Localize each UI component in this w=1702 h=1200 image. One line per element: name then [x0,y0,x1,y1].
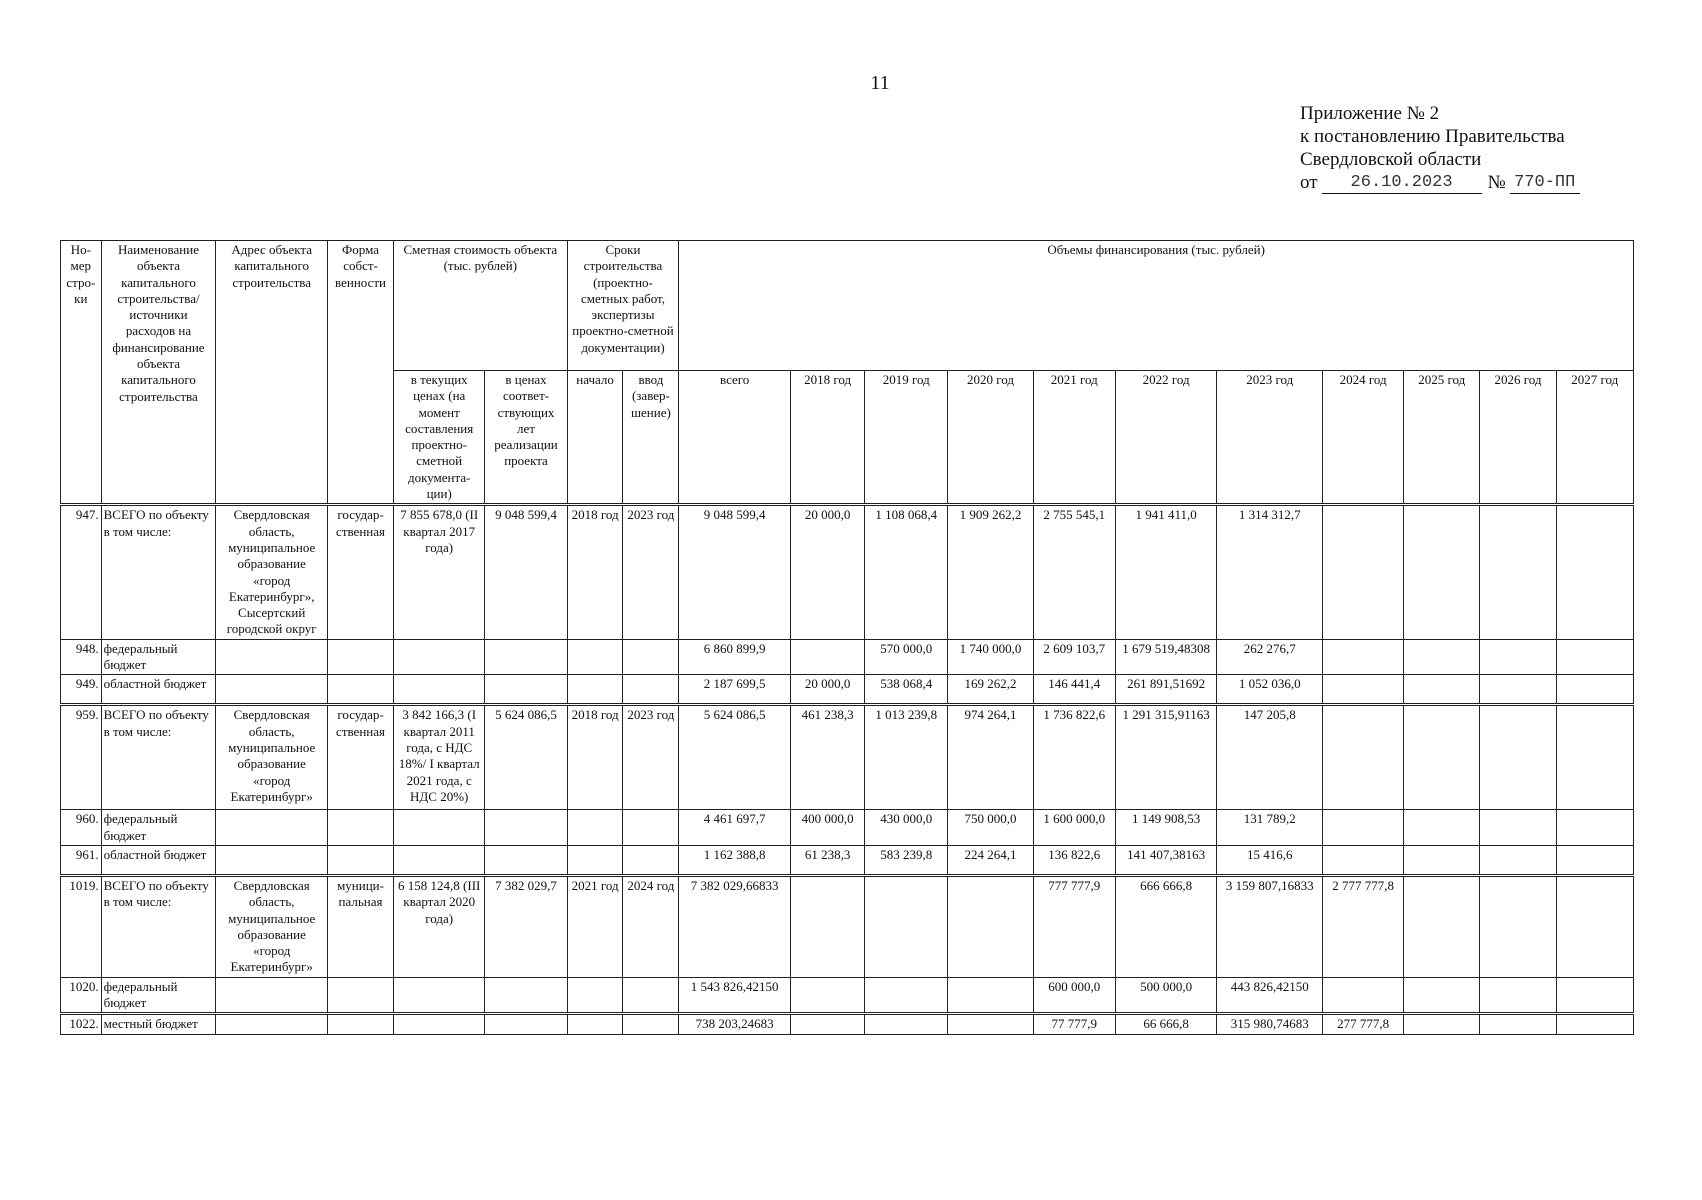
funding-2025 [1404,845,1480,875]
row-ownership [328,639,394,675]
row-term-end [623,1014,679,1034]
row-estimate-years [485,977,567,1014]
header-funding-2022: 2022 год [1115,371,1217,505]
funding-total: 738 203,24683 [679,1014,791,1034]
row-term-end: 2024 год [623,875,679,977]
funding-2025 [1404,810,1480,846]
funding-2025 [1404,875,1480,977]
funding-2022: 1 291 315,91163 [1115,705,1217,810]
row-name: федеральный бюджет [101,810,216,846]
funding-total: 5 624 086,5 [679,705,791,810]
funding-2022: 1 149 908,53 [1115,810,1217,846]
funding-2025 [1404,705,1480,810]
table-row [61,1014,1634,1034]
header-funding-2020: 2020 год [948,371,1033,505]
header-terms: Сроки строительства (проектно-сметных работ, экспертизы проектно-сметной документации) [567,241,679,371]
row-estimate-current [394,675,485,705]
row-name: федеральный бюджет [101,639,216,675]
funding-2019: 538 068,4 [865,675,948,705]
funding-total: 1 162 388,8 [679,845,791,875]
appendix-resolution: к постановлению Правительства [1300,126,1565,147]
row-number: 948. [61,639,102,675]
row-address [216,675,328,705]
row-name: областной бюджет [101,675,216,705]
appendix-title: Приложение № 2 [1300,103,1440,124]
appendix-date-line [1300,171,1580,194]
funding-2019: 570 000,0 [865,639,948,675]
funding-2026 [1480,705,1556,810]
funding-2019 [865,875,948,977]
row-address: Свердловская область, муниципальное образование «город Екатеринбург» [216,705,328,810]
row-address [216,977,328,1014]
table-row [61,977,1634,1014]
table-row [61,675,1634,705]
row-term-start [567,1014,623,1034]
funding-2027 [1556,1014,1633,1034]
funding-2018: 400 000,0 [791,810,865,846]
funding-total: 4 461 697,7 [679,810,791,846]
row-term-end [623,977,679,1014]
funding-2024 [1323,845,1404,875]
funding-2023: 315 980,74683 [1217,1014,1323,1034]
header-funding-2026: 2026 год [1480,371,1556,505]
header-estimate-years: в ценах соответ-ствующих лет реализации проекта [485,371,567,505]
row-term-start [567,675,623,705]
funding-2023: 147 205,8 [1217,705,1323,810]
row-estimate-years [485,845,567,875]
funding-2018: 20 000,0 [791,505,865,639]
funding-2026 [1480,1014,1556,1034]
header-term-start: начало [567,371,623,505]
funding-2018 [791,639,865,675]
funding-2022: 66 666,8 [1115,1014,1217,1034]
row-address [216,810,328,846]
funding-2024 [1323,977,1404,1014]
funding-total: 9 048 599,4 [679,505,791,639]
funding-2023: 15 416,6 [1217,845,1323,875]
funding-2021: 777 777,9 [1033,875,1115,977]
funding-2021: 2 609 103,7 [1033,639,1115,675]
funding-2020: 750 000,0 [948,810,1033,846]
row-name: ВСЕГО по объекту в том числе: [101,705,216,810]
row-address: Свердловская область, муниципальное образование «город Екатеринбург» [216,875,328,977]
row-name: ВСЕГО по объекту в том числе: [101,875,216,977]
header-funding-total: всего [679,371,791,505]
row-estimate-years: 7 382 029,7 [485,875,567,977]
funding-2025 [1404,977,1480,1014]
row-address [216,1014,328,1034]
from-label: от [1300,172,1318,193]
funding-2027 [1556,810,1633,846]
funding-total: 7 382 029,66833 [679,875,791,977]
table-row [61,810,1634,846]
funding-2019 [865,977,948,1014]
row-ownership: государ-ственная [328,705,394,810]
funding-2020: 974 264,1 [948,705,1033,810]
funding-2018 [791,875,865,977]
funding-2018: 61 238,3 [791,845,865,875]
funding-2020: 169 262,2 [948,675,1033,705]
funding-2027 [1556,875,1633,977]
funding-2024: 2 777 777,8 [1323,875,1404,977]
funding-2019: 583 239,8 [865,845,948,875]
row-estimate-years [485,810,567,846]
header-funding-2018: 2018 год [791,371,865,505]
funding-2018: 461 238,3 [791,705,865,810]
funding-2025 [1404,505,1480,639]
row-number: 1022. [61,1014,102,1034]
row-number: 960. [61,810,102,846]
funding-2020 [948,977,1033,1014]
funding-2018 [791,977,865,1014]
funding-2024 [1323,810,1404,846]
funding-2027 [1556,845,1633,875]
row-estimate-current: 3 842 166,3 (I квартал 2011 года, с НДС 18%/ I квартал 2021 года, с НДС 20%) [394,705,485,810]
row-term-end [623,675,679,705]
row-term-start: 2021 год [567,875,623,977]
funding-2025 [1404,675,1480,705]
funding-2027 [1556,675,1633,705]
funding-2021: 146 441,4 [1033,675,1115,705]
funding-2018: 20 000,0 [791,675,865,705]
header-estimate-current: в текущих ценах (на момент составления проектно-сметной документа-ции) [394,371,485,505]
funding-total: 1 543 826,42150 [679,977,791,1014]
row-estimate-current: 6 158 124,8 (III квартал 2020 года) [394,875,485,977]
row-estimate-current [394,845,485,875]
header-funding-2023: 2023 год [1217,371,1323,505]
funding-2027 [1556,705,1633,810]
funding-2024 [1323,705,1404,810]
row-estimate-current [394,1014,485,1034]
funding-2023: 262 276,7 [1217,639,1323,675]
funding-2023: 443 826,42150 [1217,977,1323,1014]
row-address [216,845,328,875]
row-term-start: 2018 год [567,505,623,639]
header-name: Наименование объекта капитального строительства/ источники расходов на финансирование объекта капитального строительства [101,241,216,505]
table-row [61,505,1634,639]
funding-2020: 1 909 262,2 [948,505,1033,639]
funding-2019: 1 108 068,4 [865,505,948,639]
header-funding-2019: 2019 год [865,371,948,505]
funding-2018 [791,1014,865,1034]
resolution-number: 770-ПП [1510,173,1580,194]
row-term-end [623,810,679,846]
funding-2019 [865,1014,948,1034]
row-name: местный бюджет [101,1014,216,1034]
funding-2026 [1480,810,1556,846]
row-term-end [623,845,679,875]
row-estimate-current [394,977,485,1014]
table-row [61,845,1634,875]
row-name: ВСЕГО по объекту в том числе: [101,505,216,639]
page-number: 11 [870,72,890,94]
header-address: Адрес объекта капитального строительства [216,241,328,505]
funding-2021: 77 777,9 [1033,1014,1115,1034]
funding-2026 [1480,845,1556,875]
row-estimate-years [485,639,567,675]
funding-2020 [948,1014,1033,1034]
header-row-no: Но-мер стро-ки [61,241,102,505]
row-number: 1020. [61,977,102,1014]
row-number: 961. [61,845,102,875]
funding-2022: 666 666,8 [1115,875,1217,977]
funding-2026 [1480,875,1556,977]
row-name: областной бюджет [101,845,216,875]
row-address: Свердловская область, муниципальное образование «город Екатеринбург», Сысертский городской округ [216,505,328,639]
funding-2025 [1404,1014,1480,1034]
funding-2021: 1 736 822,6 [1033,705,1115,810]
row-number: 1019. [61,875,102,977]
funding-2027 [1556,639,1633,675]
table-row [61,875,1634,977]
funding-2026 [1480,505,1556,639]
row-estimate-years: 9 048 599,4 [485,505,567,639]
row-ownership: государ-ственная [328,505,394,639]
row-estimate-current: 7 855 678,0 (II квартал 2017 года) [394,505,485,639]
table-row [61,705,1634,810]
row-address [216,639,328,675]
row-term-end [623,639,679,675]
funding-2020 [948,875,1033,977]
funding-2027 [1556,977,1633,1014]
row-term-start [567,845,623,875]
table-body [61,505,1634,1034]
row-ownership [328,1014,394,1034]
funding-2024 [1323,639,1404,675]
header-funding-2027: 2027 год [1556,371,1633,505]
row-estimate-current [394,810,485,846]
funding-2026 [1480,675,1556,705]
funding-2022: 141 407,38163 [1115,845,1217,875]
funding-2023: 3 159 807,16833 [1217,875,1323,977]
funding-2023: 1 052 036,0 [1217,675,1323,705]
table-row [61,639,1634,675]
appendix-header [1300,102,1580,194]
row-term-start [567,639,623,675]
funding-2020: 1 740 000,0 [948,639,1033,675]
funding-2024 [1323,505,1404,639]
row-term-end: 2023 год [623,705,679,810]
header-ownership: Форма собст-венности [328,241,394,505]
funding-2024: 277 777,8 [1323,1014,1404,1034]
header-funding-2025: 2025 год [1404,371,1480,505]
header-estimate: Сметная стоимость объекта (тыс. рублей) [394,241,568,371]
funding-2021: 136 822,6 [1033,845,1115,875]
funding-2021: 600 000,0 [1033,977,1115,1014]
row-term-start [567,977,623,1014]
financing-table [60,240,1634,1035]
row-ownership [328,675,394,705]
funding-2019: 1 013 239,8 [865,705,948,810]
funding-2022: 1 941 411,0 [1115,505,1217,639]
row-term-end: 2023 год [623,505,679,639]
header-funding-2024: 2024 год [1323,371,1404,505]
row-ownership [328,810,394,846]
funding-2022: 261 891,51692 [1115,675,1217,705]
row-estimate-years [485,675,567,705]
appendix-region: Свердловской области [1300,149,1482,170]
funding-2021: 1 600 000,0 [1033,810,1115,846]
row-number: 949. [61,675,102,705]
row-term-start [567,810,623,846]
funding-2026 [1480,977,1556,1014]
funding-total: 6 860 899,9 [679,639,791,675]
row-ownership [328,977,394,1014]
row-ownership: муници-пальная [328,875,394,977]
funding-2021: 2 755 545,1 [1033,505,1115,639]
row-estimate-current [394,639,485,675]
row-estimate-years: 5 624 086,5 [485,705,567,810]
header-term-end: ввод (завер-шение) [623,371,679,505]
funding-2023: 1 314 312,7 [1217,505,1323,639]
funding-2027 [1556,505,1633,639]
resolution-date: 26.10.2023 [1322,173,1482,194]
funding-total: 2 187 699,5 [679,675,791,705]
row-name: федеральный бюджет [101,977,216,1014]
funding-2024 [1323,675,1404,705]
funding-2022: 500 000,0 [1115,977,1217,1014]
header-funding-2021: 2021 год [1033,371,1115,505]
row-number: 959. [61,705,102,810]
funding-2025 [1404,639,1480,675]
funding-2020: 224 264,1 [948,845,1033,875]
row-term-start: 2018 год [567,705,623,810]
funding-2023: 131 789,2 [1217,810,1323,846]
funding-2026 [1480,639,1556,675]
funding-2022: 1 679 519,48308 [1115,639,1217,675]
header-funding: Объемы финансирования (тыс. рублей) [679,241,1634,371]
number-label: № [1487,172,1506,193]
row-ownership [328,845,394,875]
row-estimate-years [485,1014,567,1034]
row-number: 947. [61,505,102,639]
funding-2019: 430 000,0 [865,810,948,846]
